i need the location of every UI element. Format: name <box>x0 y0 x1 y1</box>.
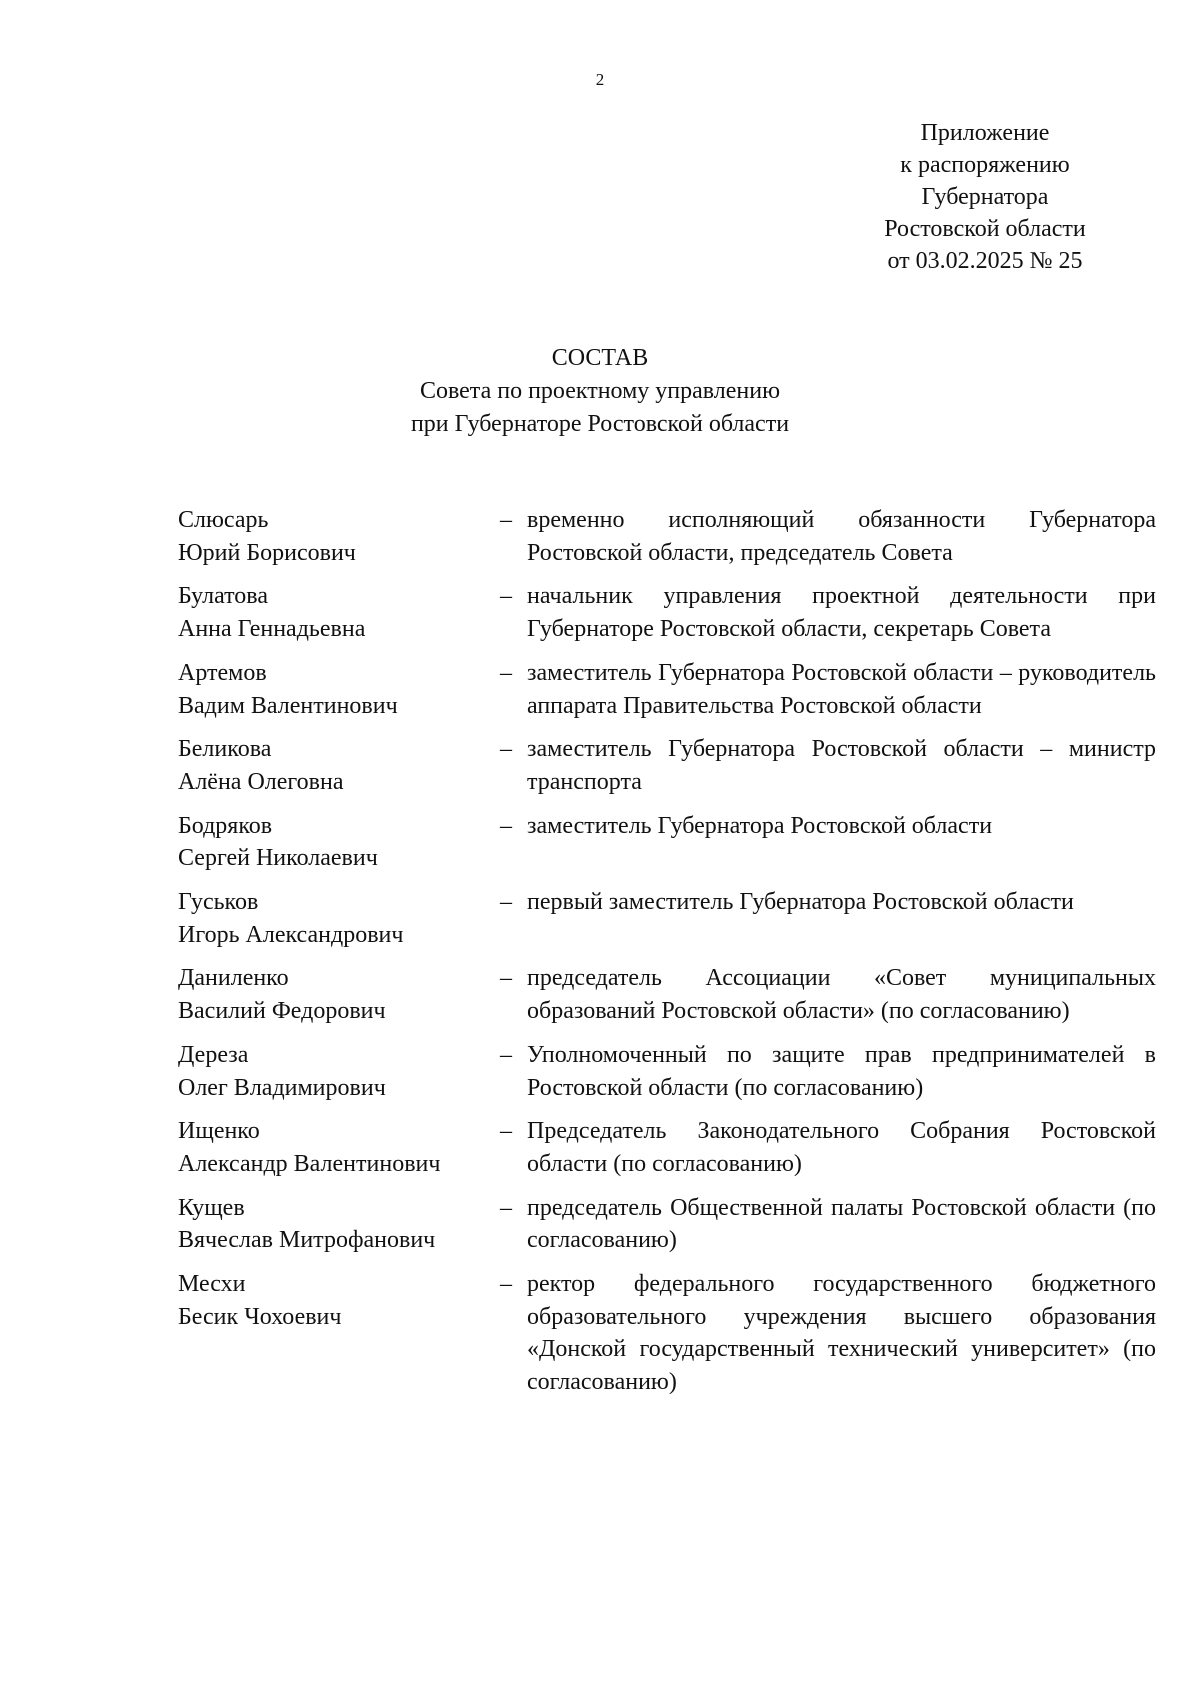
member-role: председатель Общественной палаты Ростовской области (по согласованию) <box>527 1194 1156 1254</box>
member-role: заместитель Губернатора Ростовской области – министр транспорта <box>527 736 1156 795</box>
member-dash: – <box>500 1271 512 1298</box>
member-name <box>178 962 500 1027</box>
member-name <box>178 733 500 798</box>
member-surname: Дереза <box>178 1041 249 1068</box>
member-row <box>178 504 1156 569</box>
appendix-line: Ростовской области <box>884 216 1086 242</box>
member-role: заместитель Губернатора Ростовской области <box>527 812 993 839</box>
member-row <box>178 733 1156 798</box>
appendix-block <box>820 117 1150 277</box>
member-row <box>178 810 1156 875</box>
member-dash: – <box>500 1041 512 1068</box>
member-given-names: Вадим Валентинович <box>178 692 398 719</box>
member-name <box>178 1115 500 1180</box>
member-surname: Беликова <box>178 736 272 763</box>
member-surname: Даниленко <box>178 965 289 992</box>
members-list <box>178 504 1156 1410</box>
member-dash: – <box>500 736 512 763</box>
member-given-names: Юрий Борисович <box>178 539 356 566</box>
member-surname: Бодряков <box>178 812 273 839</box>
member-dash: – <box>500 583 512 610</box>
document-title: СОСТАВ <box>551 345 649 371</box>
member-surname: Ищенко <box>178 1118 260 1145</box>
member-surname: Слюсарь <box>178 507 269 533</box>
member-given-names: Игорь Александрович <box>178 921 404 948</box>
member-row <box>178 1268 1156 1399</box>
member-surname: Булатова <box>178 583 268 610</box>
document-heading <box>0 342 1200 441</box>
member-name <box>178 1039 500 1104</box>
member-role: Уполномоченный по защите прав предпринимателей в Ростовской области (по согласованию) <box>527 1041 1156 1101</box>
member-surname: Кущев <box>178 1194 245 1221</box>
member-row <box>178 962 1156 1027</box>
member-row <box>178 580 1156 645</box>
member-dash: – <box>500 812 512 839</box>
member-dash: – <box>500 1194 512 1221</box>
page-number: 2 <box>595 70 605 89</box>
member-name <box>178 580 500 645</box>
member-dash: – <box>500 659 512 686</box>
member-name <box>178 504 500 569</box>
appendix-line: от 03.02.2025 № 25 <box>887 248 1083 274</box>
member-given-names: Василий Федорович <box>178 998 386 1025</box>
member-given-names: Вячеслав Митрофанович <box>178 1227 436 1254</box>
member-surname: Гуськов <box>178 889 259 916</box>
member-row <box>178 1039 1156 1104</box>
member-role: начальник управления проектной деятельности при Губернаторе Ростовской области, секретарь Совета <box>527 583 1156 643</box>
member-role: первый заместитель Губернатора Ростовской области <box>527 889 1074 916</box>
member-role: ректор федерального государственного бюджетного образовательного учреждения высшего образования «Донской государственный технический университет» (по согласованию) <box>527 1271 1156 1396</box>
member-dash: – <box>500 507 512 533</box>
member-row <box>178 1192 1156 1257</box>
member-given-names: Бесик Чохоевич <box>178 1303 342 1330</box>
member-given-names: Александр Валентинович <box>178 1150 441 1177</box>
member-name <box>178 886 500 951</box>
member-name <box>178 657 500 722</box>
member-role: временно исполняющий обязанности Губернатора Ростовской области, председатель Совета <box>527 507 1156 566</box>
member-dash: – <box>500 965 512 992</box>
member-role: Председатель Законодательного Собрания Ростовской области (по согласованию) <box>527 1118 1156 1177</box>
member-surname: Артемов <box>178 659 267 686</box>
member-name <box>178 1192 500 1257</box>
member-surname: Месхи <box>178 1271 246 1298</box>
member-role: председатель Ассоциации «Совет муниципальных образований Ростовской области» (по согласованию) <box>527 965 1156 1025</box>
member-given-names: Олег Владимирович <box>178 1074 386 1101</box>
member-given-names: Алёна Олеговна <box>178 768 344 795</box>
document-subtitle: Совета по проектному управлению <box>419 378 781 404</box>
member-dash: – <box>500 1118 512 1145</box>
appendix-line: Приложение <box>920 120 1050 146</box>
member-row <box>178 886 1156 951</box>
member-role: заместитель Губернатора Ростовской области – руководитель аппарата Правительства Ростовской области <box>527 659 1156 719</box>
member-dash: – <box>500 889 512 916</box>
appendix-line: к распоряжению <box>900 152 1070 178</box>
member-given-names: Анна Геннадьевна <box>178 616 366 643</box>
document-subtitle: при Губернаторе Ростовской области <box>410 411 790 437</box>
appendix-line: Губернатора <box>921 184 1049 210</box>
member-row <box>178 657 1156 722</box>
member-name <box>178 810 500 875</box>
member-row <box>178 1115 1156 1180</box>
member-name <box>178 1268 500 1399</box>
member-given-names: Сергей Николаевич <box>178 845 378 872</box>
